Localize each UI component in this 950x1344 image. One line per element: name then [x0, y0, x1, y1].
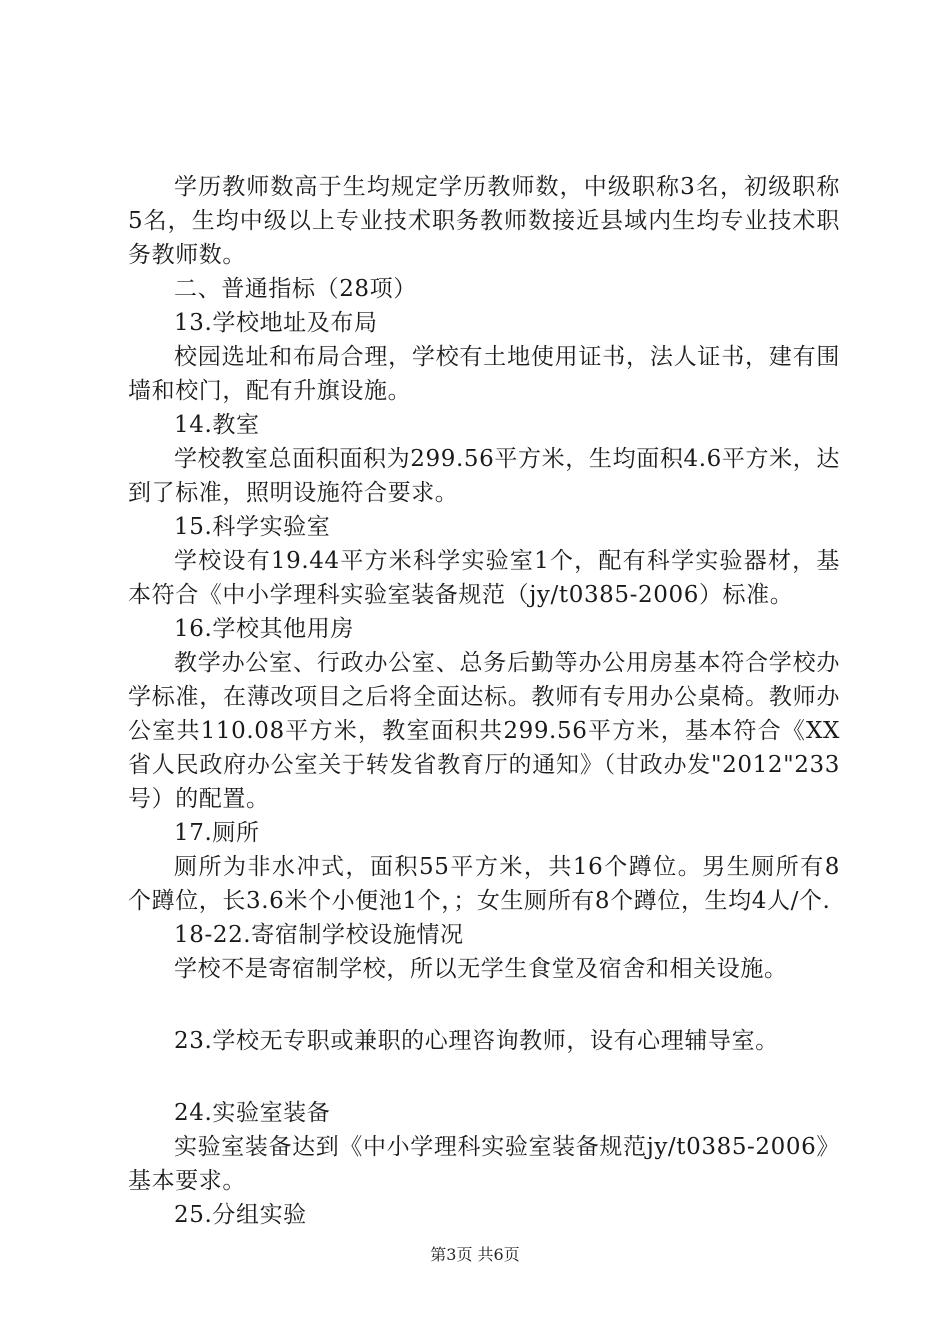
item-heading-school-address: 13.学校地址及布局 [174, 310, 378, 336]
paragraph-lab-equipment: 实验室装备达到《中小学理科实验室装备规范jy/t0385-2006》基本要求。 [128, 1134, 840, 1194]
paragraph-school-address: 校园选址和布局合理，学校有土地使用证书，法人证书，建有围墙和校门，配有升旗设施。 [128, 344, 840, 404]
paragraph-teacher-qualifications: 学历教师数高于生均规定学历教师数，中级职称3名，初级职称5名，生均中级以上专业技术职务教师数接近县域内生均专业技术职务教师数。 [128, 174, 840, 268]
section-heading-general-indicators: 二、普通指标（28项） [174, 276, 417, 302]
paragraph-science-lab: 学校设有19.44平方米科学实验室1个，配有科学实验器材，基本符合《中小学理科实验室装备规范（jy/t0385-2006）标准。 [128, 548, 840, 608]
paragraph-toilets: 厕所为非水冲式，面积55平方米，共16个蹲位。男生厕所有8个蹲位，长3.6米个小便池1个，；女生厕所有8个蹲位，生均4人/个. [128, 854, 840, 914]
paragraph-boarding: 学校不是寄宿制学校，所以无学生食堂及宿舍和相关设施。 [174, 956, 788, 982]
paragraph-other-rooms: 教学办公室、行政办公室、总务后勤等办公用房基本符合学校办学标准，在薄改项目之后将全面达标。教师有专用办公桌椅。教师办公室共110.08平方米，教室面积共299.56平方米，基本符合《XX省人民政府办公室关于转发省教育厅的通知》（甘政办发"2012"233号）的配置。 [128, 650, 840, 812]
item-heading-toilets: 17.厕所 [174, 820, 260, 846]
item-heading-boarding: 18-22.寄宿制学校设施情况 [174, 922, 464, 948]
item-heading-other-rooms: 16.学校其他用房 [174, 616, 354, 642]
item-heading-lab-equipment: 24.实验室装备 [174, 1100, 331, 1126]
item-heading-science-lab: 15.科学实验室 [174, 514, 331, 540]
document-body [128, 170, 840, 1232]
paragraph-classroom: 学校教室总面积面积为299.56平方米，生均面积4.6平方米，达到了标准，照明设施符合要求。 [128, 446, 840, 506]
item-heading-group-experiments: 25.分组实验 [174, 1202, 307, 1228]
paragraph-counseling: 23.学校无专职或兼职的心理咨询教师，设有心理辅导室。 [174, 1028, 779, 1054]
page-number-footer: 第3页 共6页 [430, 1245, 520, 1264]
item-heading-classroom: 14.教室 [174, 412, 260, 438]
